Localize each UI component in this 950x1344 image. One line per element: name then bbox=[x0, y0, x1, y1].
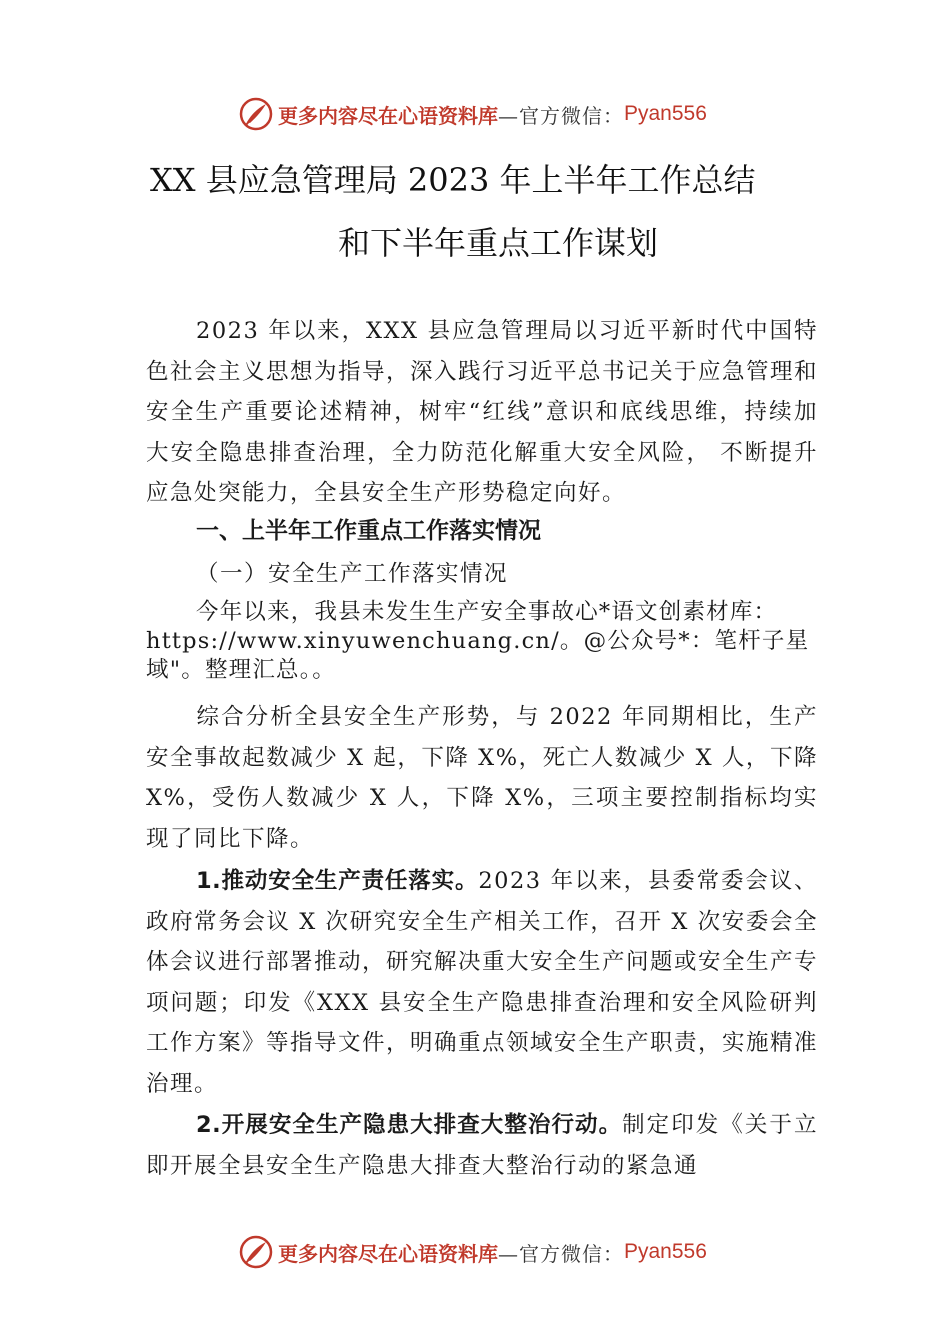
subsection1-heading: （一）安全生产工作落实情况 bbox=[196, 561, 509, 587]
banner-wechat-id: Pyan556 bbox=[624, 1240, 707, 1263]
quill-logo-icon bbox=[238, 96, 274, 132]
item2-paragraph bbox=[146, 1105, 818, 1186]
top-banner bbox=[0, 94, 950, 134]
banner-wechat-id: Pyan556 bbox=[624, 102, 707, 125]
bottom-banner bbox=[0, 1232, 950, 1272]
banner-separator: —官方微信： bbox=[498, 103, 624, 128]
note-paragraph bbox=[146, 598, 836, 685]
item2-lead: 2.开展安全生产隐患大排查大整治行动。 bbox=[196, 1112, 623, 1138]
item2-body: 制定印发《关于立即开展全县安全生产隐患大排查大整治行动的紧急通 bbox=[146, 1112, 818, 1179]
stats-text: 综合分析全县安全生产形势，与 2022 年同期相比，生产安全事故起数减少 X 起，下降 X%，死亡人数减少 X 人，下降 X%，受伤人数减少 X 人，下降 X%，三项主要控制指标均实现了同比下降。 bbox=[146, 704, 818, 852]
item1-lead: 1.推动安全生产责任落实。 bbox=[196, 868, 479, 894]
doc-title-line2: 和下半年重点工作谋划 bbox=[338, 224, 659, 262]
intro-text: 2023 年以来，XXX 县应急管理局以习近平新时代中国特色社会主义思想为指导，深入践行习近平总书记关于应急管理和安全生产重要论述精神，树牢“红线”意识和底线思维，持续加大安全隐患排查治理，全力防范化解重大安全风险， 不断提升应急处突能力，全县安全生产形势稳定向好。 bbox=[146, 318, 819, 506]
item1-paragraph bbox=[146, 861, 818, 1104]
note-line1: 今年以来，我县未发生生产安全事故心*语文创素材库： bbox=[196, 599, 778, 625]
note-line2: https://www.xinyuwenchuang.cn/。@公众号*：笔杆子星域"。整理汇总。。 bbox=[146, 628, 810, 683]
item1-body: 2023 年以来，县委常委会议、政府常务会议 X 次研究安全生产相关工作，召开 X 次安委会全体会议进行部署推动，研究解决重大安全生产问题或安全生产专项问题；印发《XXX 县安全生产隐患排查治理和安全风险研判工作方案》等指导文件，明确重点领域安全生产职责，实施精准治理。 bbox=[146, 868, 819, 1097]
banner-text: 更多内容尽在心语资料库 bbox=[278, 1241, 498, 1266]
quill-logo-icon bbox=[238, 1234, 274, 1270]
stats-paragraph bbox=[146, 697, 818, 859]
intro-paragraph bbox=[146, 311, 818, 514]
banner-separator: —官方微信： bbox=[498, 1241, 624, 1266]
banner-text: 更多内容尽在心语资料库 bbox=[278, 103, 498, 128]
section1-heading: 一、上半年工作重点工作落实情况 bbox=[196, 518, 541, 544]
doc-title-line1: XX 县应急管理局 2023 年上半年工作总结 bbox=[150, 161, 756, 199]
